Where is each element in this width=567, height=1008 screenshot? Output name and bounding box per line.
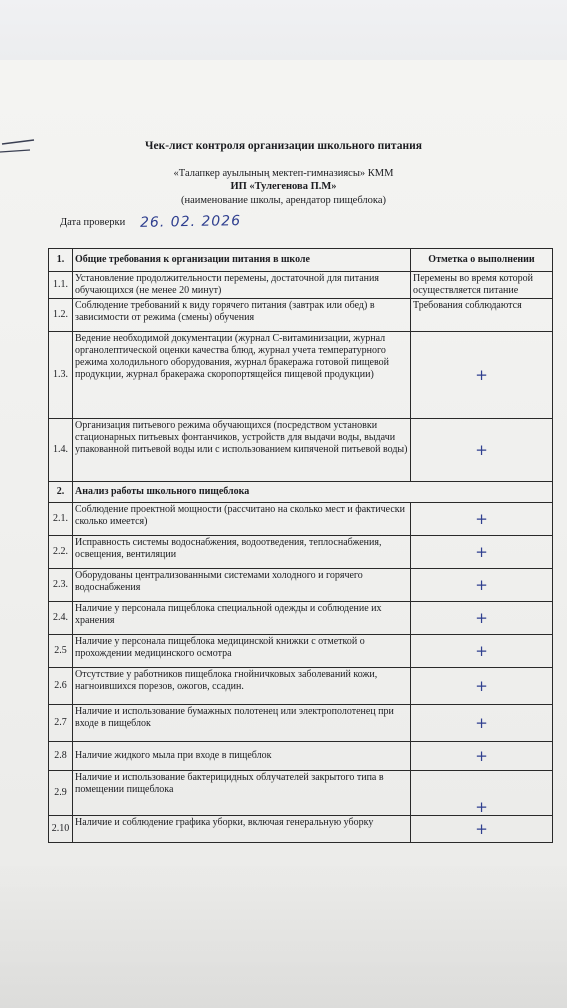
org-line-caption: (наименование школы, арендатор пищеблока)	[180, 195, 387, 206]
row-number: 2.8	[49, 742, 73, 771]
document-title: Чек-лист контроля организации школьного питания	[145, 140, 422, 152]
row-requirement: Наличие и соблюдение графика уборки, включая генеральную уборку	[73, 816, 411, 843]
row-number: 1.2.	[49, 299, 73, 332]
table-row	[49, 602, 553, 635]
background-top	[0, 0, 567, 60]
section-number: 1.	[49, 249, 73, 272]
row-requirement: Наличие и использование бумажных полотенец или электрополотенец при входе в пищеблок	[73, 705, 411, 742]
check-mark-plus: +	[475, 510, 488, 528]
table-row	[49, 569, 553, 602]
table-row	[49, 771, 553, 816]
row-requirement: Оборудованы централизованными системами холодного и горячего водоснабжения	[73, 569, 411, 602]
table-row	[49, 332, 553, 419]
check-mark-plus: +	[475, 714, 488, 732]
paper-sheet	[0, 60, 567, 1008]
section-header	[49, 249, 553, 272]
row-number: 2.5	[49, 635, 73, 668]
row-number: 2.7	[49, 705, 73, 742]
row-number: 2.3.	[49, 569, 73, 602]
row-number: 2.1.	[49, 503, 73, 536]
section-header	[49, 482, 553, 503]
row-requirement: Наличие и использование бактерицидных облучателей закрытого типа в помещении пищеблока	[73, 771, 411, 816]
row-requirement: Наличие у персонала пищеблока специальной одежды и соблюдение их хранения	[73, 602, 411, 635]
check-mark-plus: +	[475, 543, 488, 561]
check-mark-plus: +	[475, 576, 488, 594]
row-requirement: Установление продолжительности перемены, достаточной для питания обучающихся (не менее 20 минут)	[73, 272, 411, 299]
row-number: 1.1.	[49, 272, 73, 299]
row-requirement: Организация питьевого режима обучающихся (посредством установки стационарных питьевых фонтанчиков, устройств для выдачи воды, выдачи упакованной питьевой воды или с использованием кипяченой питьевой воды)	[73, 419, 411, 482]
row-number: 2.2.	[49, 536, 73, 569]
check-mark-plus: +	[475, 820, 488, 838]
check-mark-plus: +	[475, 609, 488, 627]
table-row	[49, 668, 553, 705]
table-row	[49, 419, 553, 482]
check-mark-plus: +	[475, 366, 488, 384]
row-number: 2.6	[49, 668, 73, 705]
row-number: 1.4.	[49, 419, 73, 482]
table-row	[49, 536, 553, 569]
row-requirement: Исправность системы водоснабжения, водоотведения, теплоснабжения, освещения, вентиляции	[73, 536, 411, 569]
row-requirement: Наличие жидкого мыла при входе в пищеблок	[73, 742, 411, 771]
table-row	[49, 816, 553, 843]
row-number: 1.3.	[49, 332, 73, 419]
table-row	[49, 503, 553, 536]
mark-column-header: Отметка о выполнении	[411, 249, 553, 272]
table-row	[49, 705, 553, 742]
row-requirement: Наличие у персонала пищеблока медицинской книжки с отметкой о прохождении медицинского осмотра	[73, 635, 411, 668]
table-row	[49, 635, 553, 668]
section-number: 2.	[49, 482, 73, 503]
row-mark-text: Требования соблюдаются	[411, 299, 553, 332]
row-number: 2.10	[49, 816, 73, 843]
check-mark-plus: +	[475, 677, 488, 695]
check-mark-plus: +	[475, 747, 488, 765]
section-title: Общие требования к организации питания в школе	[73, 249, 411, 272]
table-row	[49, 272, 553, 299]
checklist-table	[48, 248, 553, 843]
date-value-handwritten: 26. 02. 2026	[139, 213, 242, 231]
table-row	[49, 742, 553, 771]
check-mark-plus: +	[475, 798, 488, 816]
row-requirement: Соблюдение требований к виду горячего питания (завтрак или обед) в зависимости от режима (смены) обучения	[73, 299, 411, 332]
org-line-school: «Талапкер ауылының мектеп-гимназиясы» КММ	[173, 168, 394, 179]
section-title: Анализ работы школьного пищеблока	[73, 482, 553, 503]
row-number: 2.4.	[49, 602, 73, 635]
date-label: Дата проверки	[60, 217, 126, 228]
org-line-tenant: ИП «Тулегенова П.М»	[230, 181, 337, 192]
table-row	[49, 299, 553, 332]
row-requirement: Ведение необходимой документации (журнал С-витаминизации, журнал органолептической оценки качества блюд, журнал учета температурного режима холодильного оборудования, журнал бракеража готовой пищевой продукции, журнал бракеража скоропортящейся пищевой продукции)	[73, 332, 411, 419]
check-mark-plus: +	[475, 642, 488, 660]
check-mark-plus: +	[475, 441, 488, 459]
row-requirement: Отсутствие у работников пищеблока гнойничковых заболеваний кожи, нагноившихся порезов, ожогов, ссадин.	[73, 668, 411, 705]
row-requirement: Соблюдение проектной мощности (рассчитано на сколько мест и фактически сколько имеется)	[73, 503, 411, 536]
row-mark-text: Перемены во время которой осуществляется питание	[411, 272, 553, 299]
row-number: 2.9	[49, 771, 73, 816]
